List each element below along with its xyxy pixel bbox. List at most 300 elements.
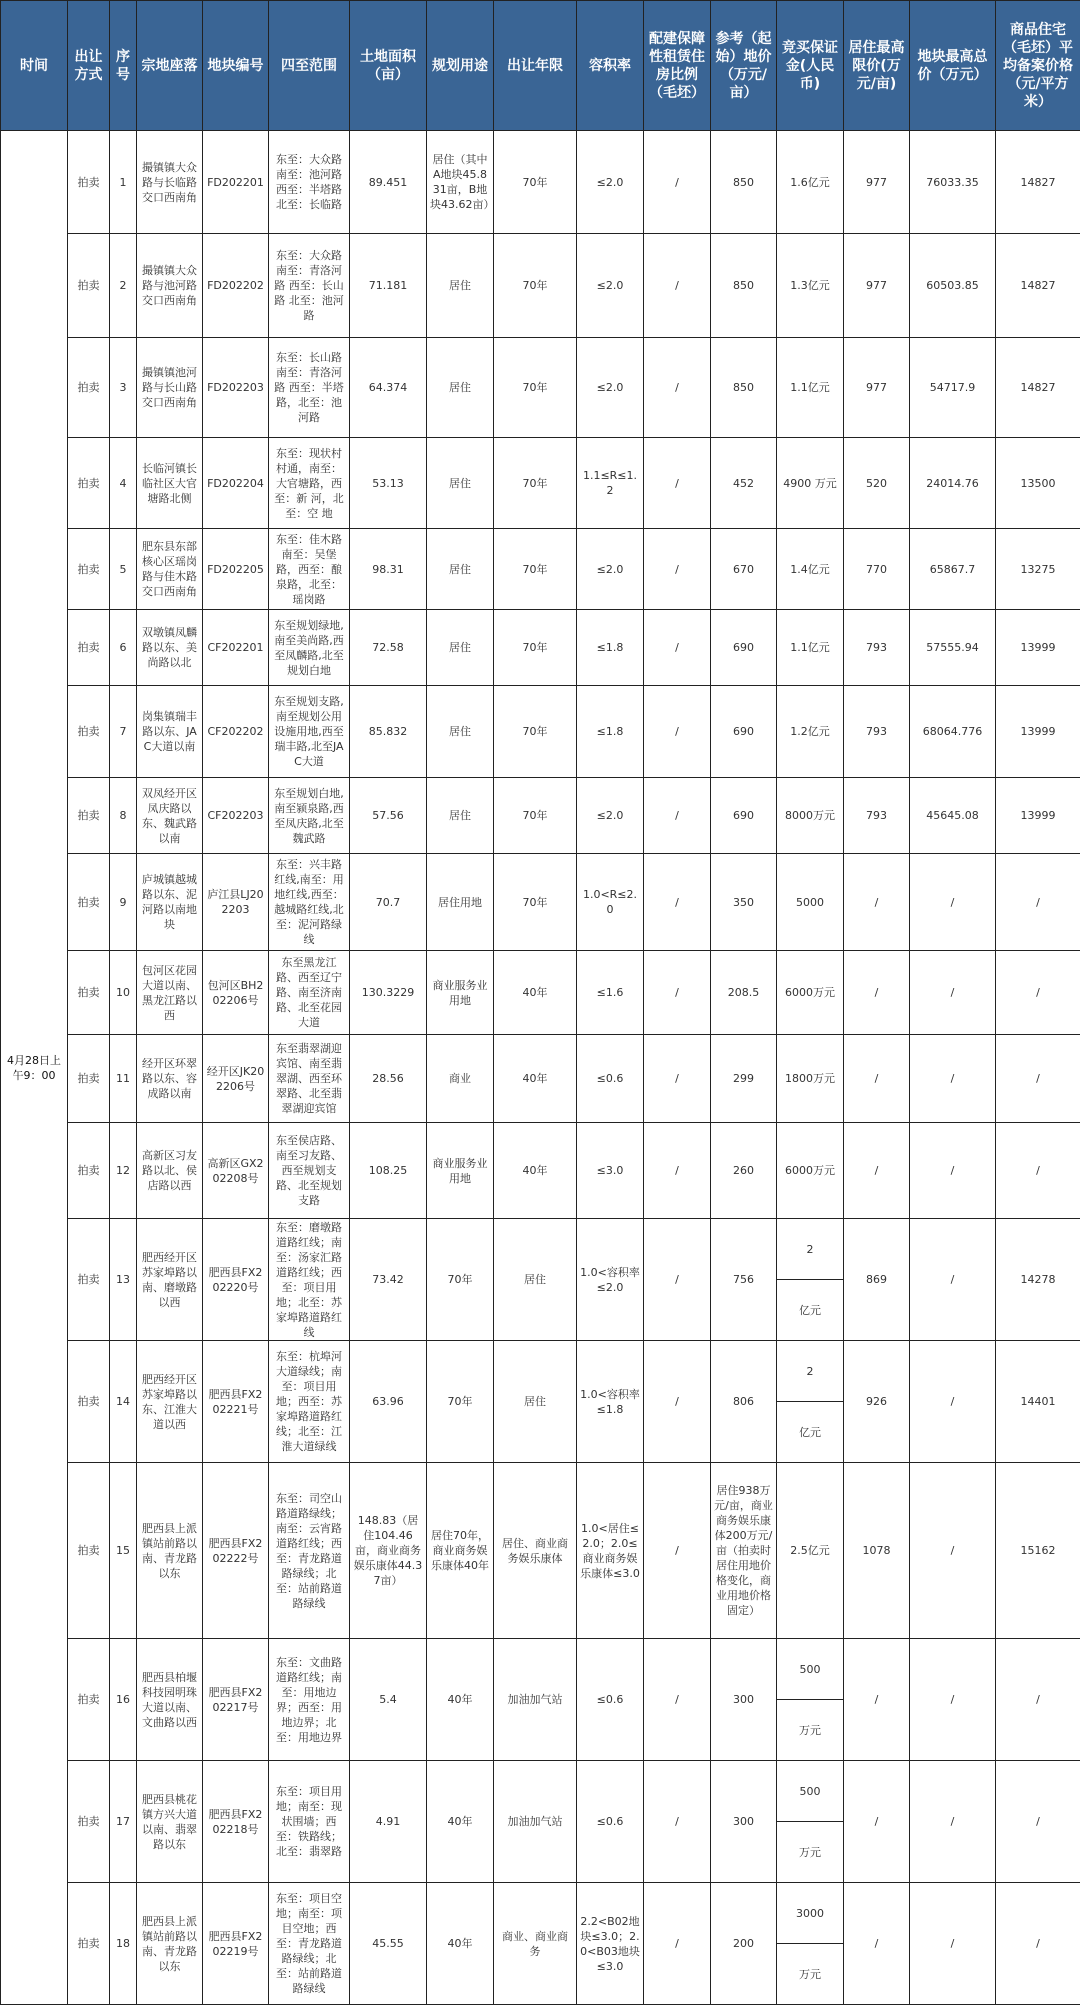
table-row: [1, 1883, 1080, 2005]
cell-method: 拍卖: [68, 854, 110, 951]
cell-avg: /: [996, 951, 1080, 1035]
table-row: [1, 1639, 1080, 1761]
cell-code: FD202203: [203, 338, 269, 438]
cell-avg: 13275: [996, 529, 1080, 610]
cell-ratio: /: [644, 951, 711, 1035]
cell-code: 经开区JK202206号: [203, 1035, 269, 1123]
cell-no: 1: [110, 131, 137, 234]
deposit-split: [777, 1883, 843, 2004]
cell-avg: /: [996, 1123, 1080, 1219]
cell-area: 4.91: [350, 1761, 427, 1883]
cell-no: 7: [110, 686, 137, 778]
column-header-location: 宗地座落: [137, 1, 203, 131]
cell-far: ≤1.8: [577, 686, 644, 778]
cell-far: ≤2.0: [577, 338, 644, 438]
cell-far: 1.0<容积率≤2.0: [577, 1219, 644, 1341]
cell-area: 64.374: [350, 338, 427, 438]
cell-deposit: [777, 1761, 844, 1883]
cell-ratio: /: [644, 1761, 711, 1883]
cell-no: 2: [110, 234, 137, 338]
cell-code: CF202202: [203, 686, 269, 778]
cell-use: 居住（其中A地块45.831亩，B地块43.62亩）: [427, 131, 494, 234]
cell-ratio: /: [644, 1463, 711, 1639]
cell-use: 居住: [427, 686, 494, 778]
cell-far: 2.2<B02地块≤3.0；2.0<B03地块≤3.0: [577, 1883, 644, 2005]
cell-maxres: 770: [844, 529, 910, 610]
cell-deposit: 6000万元: [777, 1123, 844, 1219]
cell-code: 肥西县FX202221号: [203, 1341, 269, 1463]
deposit-amount: 500: [777, 1761, 843, 1822]
cell-term: 40年: [494, 951, 577, 1035]
cell-ratio: /: [644, 234, 711, 338]
cell-maxres: /: [844, 1035, 910, 1123]
deposit-unit: 亿元: [799, 1303, 821, 1317]
cell-use: 居住: [427, 234, 494, 338]
column-header-area: 土地面积（亩）: [350, 1, 427, 131]
deposit-unit: 万元: [799, 1967, 821, 1981]
cell-term: 居住: [494, 1341, 577, 1463]
column-header-price: 参考（起始）地价（万元/亩）: [711, 1, 777, 131]
table-row: [1, 686, 1080, 778]
cell-location: 肥西县桃花镇方兴大道以南、翡翠路以东: [137, 1761, 203, 1883]
cell-price: 300: [711, 1761, 777, 1883]
cell-ratio: /: [644, 854, 711, 951]
cell-price: 850: [711, 338, 777, 438]
cell-maxtotal: 54717.9: [910, 338, 996, 438]
cell-maxtotal: 45645.08: [910, 778, 996, 854]
cell-maxtotal: /: [910, 1035, 996, 1123]
cell-area: 73.42: [350, 1219, 427, 1341]
cell-location: 肥西县上派镇站前路以南、青龙路以东: [137, 1463, 203, 1639]
cell-far: ≤2.0: [577, 234, 644, 338]
cell-method: 拍卖: [68, 778, 110, 854]
table-row: [1, 338, 1080, 438]
cell-far: ≤2.0: [577, 778, 644, 854]
column-header-deposit: 竞买保证金(人民币): [777, 1, 844, 131]
cell-method: 拍卖: [68, 1219, 110, 1341]
cell-no: 11: [110, 1035, 137, 1123]
table-row: [1, 1341, 1080, 1463]
auction-time-cell: 4月28日上午9：00: [1, 131, 68, 2005]
cell-code: 肥西县FX202218号: [203, 1761, 269, 1883]
cell-price: 350: [711, 854, 777, 951]
cell-area: 28.56: [350, 1035, 427, 1123]
table-row: [1, 1463, 1080, 1639]
cell-code: CF202201: [203, 610, 269, 686]
deposit-unit: 万元: [799, 1845, 821, 1859]
cell-maxres: 793: [844, 778, 910, 854]
cell-price: 居住938万元/亩，商业商务娱乐康体200万元/亩（拍卖时居住用地价格变化，商业用地价格固定）: [711, 1463, 777, 1639]
table-row: [1, 438, 1080, 529]
cell-term: 40年: [494, 1123, 577, 1219]
cell-method: 拍卖: [68, 529, 110, 610]
header-row: [1, 1, 1080, 131]
cell-no: 8: [110, 778, 137, 854]
column-header-avg-price: 商品住宅（毛坯）平均备案价格（元/平方米）: [996, 1, 1080, 131]
cell-use: 居住: [427, 610, 494, 686]
cell-price: 690: [711, 778, 777, 854]
cell-bounds: 东至黑龙江路、西至辽宁路、南至济南路、北至花园大道: [269, 951, 350, 1035]
table-row: [1, 778, 1080, 854]
cell-maxtotal: /: [910, 1883, 996, 2005]
cell-location: 撮镇镇大众路与池河路交口西南角: [137, 234, 203, 338]
cell-deposit: [777, 1341, 844, 1463]
table-row: [1, 529, 1080, 610]
cell-maxtotal: /: [910, 1761, 996, 1883]
cell-area: 70.7: [350, 854, 427, 951]
cell-far: 1.1≤R≤1.2: [577, 438, 644, 529]
cell-maxres: 926: [844, 1341, 910, 1463]
table-row: [1, 1219, 1080, 1341]
cell-use: 商业服务业用地: [427, 951, 494, 1035]
cell-area: 53.13: [350, 438, 427, 529]
cell-code: 肥西县FX202220号: [203, 1219, 269, 1341]
cell-maxtotal: 24014.76: [910, 438, 996, 529]
cell-method: 拍卖: [68, 1761, 110, 1883]
deposit-amount: 2: [777, 1219, 843, 1280]
table-row: [1, 234, 1080, 338]
cell-area: 108.25: [350, 1123, 427, 1219]
cell-avg: 14401: [996, 1341, 1080, 1463]
cell-maxtotal: 76033.35: [910, 131, 996, 234]
cell-term: 加油加气站: [494, 1761, 577, 1883]
cell-maxres: /: [844, 1639, 910, 1761]
cell-method: 拍卖: [68, 686, 110, 778]
cell-no: 6: [110, 610, 137, 686]
cell-deposit: [777, 1639, 844, 1761]
cell-avg: 14827: [996, 131, 1080, 234]
cell-deposit: 4900 万元: [777, 438, 844, 529]
cell-price: 208.5: [711, 951, 777, 1035]
cell-ratio: /: [644, 1883, 711, 2005]
cell-area: 72.58: [350, 610, 427, 686]
cell-deposit: 5000: [777, 854, 844, 951]
cell-method: 拍卖: [68, 131, 110, 234]
deposit-amount: 2: [777, 1341, 843, 1402]
cell-maxtotal: /: [910, 1463, 996, 1639]
cell-price: 300: [711, 1639, 777, 1761]
cell-bounds: 东至：现状村村通，南至：大官塘路，西至：新 河，北至：空 地: [269, 438, 350, 529]
deposit-split: [777, 1219, 843, 1340]
column-header-code: 地块编号: [203, 1, 269, 131]
cell-bounds: 东至：大众路 南至：池河路 西至：半塔路 北至：长临路: [269, 131, 350, 234]
cell-maxtotal: /: [910, 951, 996, 1035]
cell-maxres: 869: [844, 1219, 910, 1341]
table-row: [1, 854, 1080, 951]
cell-ratio: /: [644, 1341, 711, 1463]
deposit-unit: 万元: [799, 1723, 821, 1737]
cell-code: 肥西县FX202222号: [203, 1463, 269, 1639]
cell-area: 5.4: [350, 1639, 427, 1761]
cell-deposit: 1.1亿元: [777, 610, 844, 686]
cell-deposit: [777, 1219, 844, 1341]
cell-location: 肥西经开区苏家埠路以东、江淮大道以西: [137, 1341, 203, 1463]
cell-deposit: 1.3亿元: [777, 234, 844, 338]
cell-ratio: /: [644, 686, 711, 778]
deposit-split: [777, 1341, 843, 1462]
cell-far: ≤0.6: [577, 1035, 644, 1123]
cell-code: FD202201: [203, 131, 269, 234]
cell-code: 包河区BH202206号: [203, 951, 269, 1035]
cell-area: 45.55: [350, 1883, 427, 2005]
cell-maxtotal: 65867.7: [910, 529, 996, 610]
cell-code: 肥西县FX202217号: [203, 1639, 269, 1761]
deposit-unit: 亿元: [799, 1425, 821, 1439]
column-header-no: 序号: [110, 1, 137, 131]
cell-area: 130.3229: [350, 951, 427, 1035]
cell-location: 肥东县东部核心区瑶岗路与佳木路交口西南角: [137, 529, 203, 610]
cell-use: 居住: [427, 438, 494, 529]
cell-use: 居住用地: [427, 854, 494, 951]
cell-deposit: [777, 1883, 844, 2005]
cell-use: 商业: [427, 1035, 494, 1123]
cell-maxres: 793: [844, 610, 910, 686]
cell-area: 85.832: [350, 686, 427, 778]
cell-term: 商业、商业商务: [494, 1883, 577, 2005]
cell-term: 居住、商业商务娱乐康体: [494, 1463, 577, 1639]
cell-avg: 13999: [996, 778, 1080, 854]
cell-avg: /: [996, 1639, 1080, 1761]
cell-code: 高新区GX202208号: [203, 1123, 269, 1219]
cell-term: 70年: [494, 529, 577, 610]
cell-far: ≤1.6: [577, 951, 644, 1035]
cell-bounds: 东至：兴丰路红线,南至：用地红线,西至：越城路红线,北至：泥河路绿线: [269, 854, 350, 951]
cell-location: 长临河镇长临社区大官塘路北侧: [137, 438, 203, 529]
cell-location: 双凤经开区凤庆路以东、魏武路以南: [137, 778, 203, 854]
cell-deposit: 2.5亿元: [777, 1463, 844, 1639]
cell-avg: 15162: [996, 1463, 1080, 1639]
cell-avg: /: [996, 1883, 1080, 2005]
cell-term: 70年: [494, 854, 577, 951]
cell-far: ≤0.6: [577, 1639, 644, 1761]
cell-no: 10: [110, 951, 137, 1035]
cell-avg: 13999: [996, 610, 1080, 686]
table-row: [1, 1761, 1080, 1883]
cell-price: 806: [711, 1341, 777, 1463]
cell-maxtotal: /: [910, 854, 996, 951]
deposit-split: [777, 1761, 843, 1882]
cell-maxres: 977: [844, 338, 910, 438]
cell-bounds: 东至：司空山路道路绿线；南至：云宵路道路红线；西至：青龙路道路绿线；北至：站前路道路绿线: [269, 1463, 350, 1639]
cell-ratio: /: [644, 131, 711, 234]
cell-location: 岗集镇瑞丰路以东、JAC大道以南: [137, 686, 203, 778]
cell-method: 拍卖: [68, 1035, 110, 1123]
cell-maxres: /: [844, 1123, 910, 1219]
cell-bounds: 东至：大众路 南至：青洛河路 西至：长山路 北至：池河路: [269, 234, 350, 338]
cell-area: 63.96: [350, 1341, 427, 1463]
cell-location: 庐城镇越城路以东、泥河路以南地块: [137, 854, 203, 951]
cell-avg: /: [996, 1761, 1080, 1883]
cell-method: 拍卖: [68, 1463, 110, 1639]
cell-avg: 14827: [996, 234, 1080, 338]
cell-price: 200: [711, 1883, 777, 2005]
cell-area: 98.31: [350, 529, 427, 610]
cell-maxres: 793: [844, 686, 910, 778]
column-header-max-res-price: 居住最高限价(万元/亩): [844, 1, 910, 131]
cell-use: 商业服务业用地: [427, 1123, 494, 1219]
cell-maxres: 1078: [844, 1463, 910, 1639]
cell-maxtotal: /: [910, 1639, 996, 1761]
cell-location: 双墩镇凤麟路以东、美尚路以北: [137, 610, 203, 686]
cell-use: 40年: [427, 1883, 494, 2005]
deposit-amount: 500: [777, 1639, 843, 1700]
cell-code: 庐江县LJ202203: [203, 854, 269, 951]
cell-no: 9: [110, 854, 137, 951]
cell-term: 40年: [494, 1035, 577, 1123]
cell-bounds: 东至：杭埠河大道绿线；南至：项目用地；西至：苏家埠路道路红线；北至：江淮大道绿线: [269, 1341, 350, 1463]
cell-price: 260: [711, 1123, 777, 1219]
cell-area: 89.451: [350, 131, 427, 234]
cell-method: 拍卖: [68, 610, 110, 686]
column-header-far: 容积率: [577, 1, 644, 131]
cell-ratio: /: [644, 529, 711, 610]
cell-bounds: 东至：项目用地；南至：现状围墙；西至：铁路线；北至：翡翠路: [269, 1761, 350, 1883]
cell-use: 40年: [427, 1639, 494, 1761]
cell-term: 70年: [494, 131, 577, 234]
cell-deposit: 1.1亿元: [777, 338, 844, 438]
column-header-bounds: 四至范围: [269, 1, 350, 131]
table-row: [1, 131, 1080, 234]
cell-location: 肥西经开区苏家埠路以南、磨墩路以西: [137, 1219, 203, 1341]
cell-ratio: /: [644, 1639, 711, 1761]
cell-location: 撮镇镇池河路与长山路交口西南角: [137, 338, 203, 438]
column-header-ratio: 配建保障性租赁住房比例（毛坯）: [644, 1, 711, 131]
cell-ratio: /: [644, 610, 711, 686]
cell-term: 70年: [494, 234, 577, 338]
cell-price: 670: [711, 529, 777, 610]
table-row: [1, 610, 1080, 686]
cell-bounds: 东至侯店路、南至习友路、西至规划支路、北至规划支路: [269, 1123, 350, 1219]
cell-code: FD202205: [203, 529, 269, 610]
cell-bounds: 东至规划绿地,南至美尚路,西至凤麟路,北至规划白地: [269, 610, 350, 686]
cell-avg: 13500: [996, 438, 1080, 529]
cell-no: 15: [110, 1463, 137, 1639]
cell-term: 70年: [494, 438, 577, 529]
column-header-method: 出让方式: [68, 1, 110, 131]
cell-use: 居住: [427, 529, 494, 610]
cell-area: 148.83（居住104.46亩，商业商务娱乐康体44.37亩）: [350, 1463, 427, 1639]
cell-no: 14: [110, 1341, 137, 1463]
cell-no: 13: [110, 1219, 137, 1341]
cell-code: CF202203: [203, 778, 269, 854]
cell-price: 690: [711, 610, 777, 686]
deposit-split: [777, 1639, 843, 1760]
cell-method: 拍卖: [68, 1883, 110, 2005]
cell-bounds: 东至：长山路 南至：青洛河路 西至：半塔路，北至：池河路: [269, 338, 350, 438]
cell-method: 拍卖: [68, 1341, 110, 1463]
cell-maxres: /: [844, 1761, 910, 1883]
cell-location: 撮镇镇大众路与长临路交口西南角: [137, 131, 203, 234]
cell-method: 拍卖: [68, 438, 110, 529]
cell-bounds: 东至规划支路,南至规划公用设施用地,西至瑞丰路,北至JAC大道: [269, 686, 350, 778]
cell-location: 经开区环翠路以东、容成路以南: [137, 1035, 203, 1123]
cell-location: 肥西县上派镇站前路以南、青龙路以东: [137, 1883, 203, 2005]
cell-no: 18: [110, 1883, 137, 2005]
cell-term: 70年: [494, 610, 577, 686]
cell-maxtotal: /: [910, 1123, 996, 1219]
cell-price: 452: [711, 438, 777, 529]
table-row: [1, 1123, 1080, 1219]
cell-far: ≤2.0: [577, 529, 644, 610]
cell-maxres: /: [844, 951, 910, 1035]
cell-maxres: 520: [844, 438, 910, 529]
cell-maxres: 977: [844, 234, 910, 338]
cell-far: ≤3.0: [577, 1123, 644, 1219]
cell-use: 40年: [427, 1761, 494, 1883]
cell-code: FD202204: [203, 438, 269, 529]
cell-avg: 13999: [996, 686, 1080, 778]
cell-deposit: 1.2亿元: [777, 686, 844, 778]
table-row: [1, 951, 1080, 1035]
cell-price: 756: [711, 1219, 777, 1341]
deposit-amount: 3000: [777, 1883, 843, 1944]
cell-deposit: 1.6亿元: [777, 131, 844, 234]
cell-bounds: 东至：文曲路道路红线；南至：用地边界；西至：用地边界；北至：用地边界: [269, 1639, 350, 1761]
cell-bounds: 东至：项目空地；南至：项目空地；西至：青龙路道路绿线；北至：站前路道路绿线: [269, 1883, 350, 2005]
cell-method: 拍卖: [68, 234, 110, 338]
cell-far: 1.0<R≤2.0: [577, 854, 644, 951]
cell-bounds: 东至规划白地,南至颍泉路,西至凤庆路,北至魏武路: [269, 778, 350, 854]
cell-maxtotal: 60503.85: [910, 234, 996, 338]
cell-ratio: /: [644, 338, 711, 438]
cell-method: 拍卖: [68, 1123, 110, 1219]
cell-ratio: /: [644, 778, 711, 854]
cell-price: 299: [711, 1035, 777, 1123]
cell-use: 居住70年，商业商务娱乐康体40年: [427, 1463, 494, 1639]
cell-maxres: /: [844, 1883, 910, 2005]
cell-term: 70年: [494, 338, 577, 438]
cell-no: 16: [110, 1639, 137, 1761]
cell-location: 肥西县柏堰科技园明珠大道以南、文曲路以西: [137, 1639, 203, 1761]
cell-maxres: 977: [844, 131, 910, 234]
cell-deposit: 1800万元: [777, 1035, 844, 1123]
cell-maxres: /: [844, 854, 910, 951]
cell-ratio: /: [644, 1035, 711, 1123]
cell-bounds: 东至：佳木路 南至：吴堡路，西至：酿泉路，北至：瑶岗路: [269, 529, 350, 610]
cell-price: 690: [711, 686, 777, 778]
cell-ratio: /: [644, 1219, 711, 1341]
cell-no: 3: [110, 338, 137, 438]
column-header-use: 规划用途: [427, 1, 494, 131]
cell-far: ≤2.0: [577, 131, 644, 234]
cell-method: 拍卖: [68, 338, 110, 438]
cell-no: 12: [110, 1123, 137, 1219]
cell-area: 57.56: [350, 778, 427, 854]
cell-avg: /: [996, 1035, 1080, 1123]
column-header-term: 出让年限: [494, 1, 577, 131]
cell-use: 居住: [427, 338, 494, 438]
cell-price: 850: [711, 131, 777, 234]
cell-term: 70年: [494, 686, 577, 778]
cell-code: FD202202: [203, 234, 269, 338]
cell-far: 1.0<居住≤2.0；2.0≤商业商务娱乐康体≤3.0: [577, 1463, 644, 1639]
cell-bounds: 东至：磨墩路道路红线；南至：汤家汇路道路红线；西至：项目用地；北至：苏家埠路道路红线: [269, 1219, 350, 1341]
cell-method: 拍卖: [68, 1639, 110, 1761]
cell-maxtotal: /: [910, 1219, 996, 1341]
table-row: [1, 1035, 1080, 1123]
cell-deposit: 6000万元: [777, 951, 844, 1035]
cell-avg: 14827: [996, 338, 1080, 438]
cell-term: 加油加气站: [494, 1639, 577, 1761]
cell-deposit: 8000万元: [777, 778, 844, 854]
cell-price: 850: [711, 234, 777, 338]
cell-code: 肥西县FX202219号: [203, 1883, 269, 2005]
cell-method: 拍卖: [68, 951, 110, 1035]
cell-term: 70年: [494, 778, 577, 854]
cell-far: ≤0.6: [577, 1761, 644, 1883]
cell-ratio: /: [644, 438, 711, 529]
cell-deposit: 1.4亿元: [777, 529, 844, 610]
